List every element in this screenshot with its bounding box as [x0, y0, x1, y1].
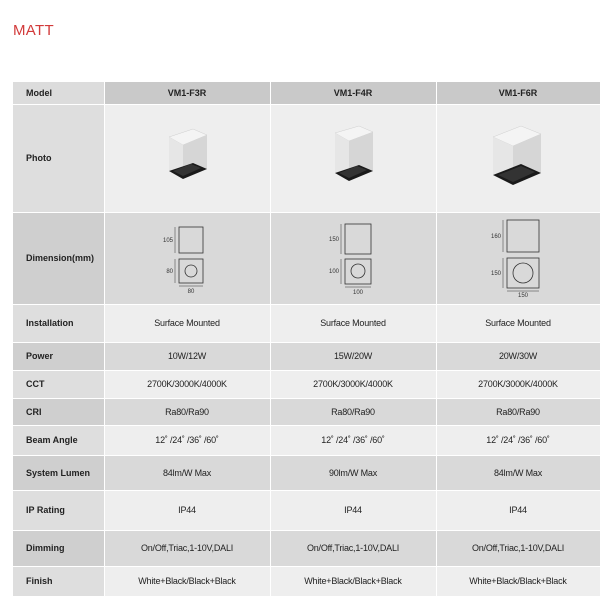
- label-finish: Finish: [13, 566, 104, 596]
- label-cct: CCT: [13, 370, 104, 398]
- power-3: [436, 342, 600, 370]
- dim-side-2: 100: [328, 269, 339, 275]
- row-system-lumen: [13, 455, 600, 490]
- section-heading: MATT: [13, 22, 54, 39]
- installation-value: Surface Mounted: [485, 318, 551, 328]
- label-cri: CRI: [13, 398, 104, 425]
- dimension-drawing-f3r: [152, 221, 222, 295]
- finish-value: White+Black/Black+Black: [469, 576, 567, 586]
- label-dimension: Dimension(mm): [13, 212, 104, 304]
- model-1: VM1-F3R: [104, 82, 270, 104]
- label-system-lumen: System Lumen: [13, 455, 104, 490]
- photo-2: [270, 104, 436, 212]
- dimension-drawing-f4r: [318, 221, 388, 295]
- dimming-3: [436, 530, 600, 566]
- cri-3: [436, 398, 600, 425]
- row-power: [13, 342, 600, 370]
- dimming-value: On/Off,Triac,1-10V,DALI: [306, 543, 400, 553]
- photo-3: [436, 104, 600, 212]
- installation-2: [270, 304, 436, 342]
- row-cri: [13, 398, 600, 425]
- finish-2: [270, 566, 436, 596]
- cct-value: 2700K/3000K/4000K: [147, 379, 227, 389]
- label-photo: Photo: [13, 104, 104, 212]
- dimension-drawing-f6r: [483, 218, 553, 298]
- finish-value: White+Black/Black+Black: [138, 576, 236, 586]
- lumen-1: [104, 455, 270, 490]
- row-photo: [13, 104, 600, 212]
- cct-2: [270, 370, 436, 398]
- cct-value: 2700K/3000K/4000K: [313, 379, 393, 389]
- dimension-3: [436, 212, 600, 304]
- row-dimming: [13, 530, 600, 566]
- beam-3: [436, 425, 600, 455]
- ip-3: [436, 490, 600, 530]
- dimming-2: [270, 530, 436, 566]
- power-1: [104, 342, 270, 370]
- dimming-value: On/Off,Triac,1-10V,DALI: [140, 543, 234, 553]
- beam-value: 12˚ /24˚ /36˚ /60˚: [155, 435, 219, 445]
- row-cct: [13, 370, 600, 398]
- lumen-3: [436, 455, 600, 490]
- power-value: 20W/30W: [498, 351, 538, 361]
- label-model: Model: [13, 82, 104, 104]
- row-dimension: [13, 212, 600, 304]
- model-2: VM1-F4R: [270, 82, 436, 104]
- ip-value: IP44: [509, 505, 527, 515]
- lumen-value: 90lm/W Max: [328, 467, 377, 478]
- row-installation: [13, 304, 600, 342]
- dim-height-3: 160: [490, 234, 501, 240]
- cct-value: 2700K/3000K/4000K: [478, 379, 558, 389]
- finish-1: [104, 566, 270, 596]
- dim-bottom-3: 150: [517, 293, 529, 298]
- model-3: VM1-F6R: [436, 82, 600, 104]
- power-value: 15W/20W: [333, 351, 373, 361]
- power-value: 10W/12W: [167, 351, 207, 361]
- label-dimming: Dimming: [13, 530, 104, 566]
- dim-bottom-1: 80: [187, 289, 195, 295]
- installation-value: Surface Mounted: [320, 318, 386, 328]
- label-beam-angle: Beam Angle: [13, 425, 104, 455]
- dimming-value: On/Off,Triac,1-10V,DALI: [471, 543, 565, 553]
- beam-value: 12˚ /24˚ /36˚ /60˚: [486, 435, 550, 445]
- product-photo-f4r: [323, 123, 383, 193]
- photo-1: [104, 104, 270, 212]
- row-finish: [13, 566, 600, 596]
- dim-height-1: 105: [162, 238, 173, 244]
- cri-value: Ra80/Ra90: [331, 406, 375, 417]
- row-beam-angle: [13, 425, 600, 455]
- row-model: [13, 82, 600, 104]
- beam-2: [270, 425, 436, 455]
- dim-side-1: 80: [166, 269, 173, 275]
- dimension-2: [270, 212, 436, 304]
- dimension-1: [104, 212, 270, 304]
- row-ip-rating: [13, 490, 600, 530]
- product-photo-f3r: [157, 123, 217, 193]
- finish-3: [436, 566, 600, 596]
- cri-value: Ra80/Ra90: [496, 406, 540, 417]
- dim-bottom-2: 100: [352, 290, 364, 295]
- spec-table: [13, 82, 600, 597]
- dim-height-2: 150: [328, 237, 339, 243]
- ip-2: [270, 490, 436, 530]
- installation-3: [436, 304, 600, 342]
- power-2: [270, 342, 436, 370]
- dim-side-3: 150: [490, 271, 501, 277]
- lumen-value: 84lm/W Max: [162, 467, 211, 478]
- product-photo-f6r: [483, 123, 553, 193]
- cri-value: Ra80/Ra90: [165, 406, 209, 417]
- finish-value: White+Black/Black+Black: [304, 576, 402, 586]
- ip-1: [104, 490, 270, 530]
- beam-1: [104, 425, 270, 455]
- cri-2: [270, 398, 436, 425]
- cct-3: [436, 370, 600, 398]
- ip-value: IP44: [178, 505, 196, 515]
- label-ip-rating: IP Rating: [13, 490, 104, 530]
- label-installation: Installation: [13, 304, 104, 342]
- installation-value: Surface Mounted: [154, 318, 220, 328]
- lumen-2: [270, 455, 436, 490]
- beam-value: 12˚ /24˚ /36˚ /60˚: [321, 435, 385, 445]
- lumen-value: 84lm/W Max: [493, 467, 542, 478]
- cri-1: [104, 398, 270, 425]
- ip-value: IP44: [344, 505, 362, 515]
- cct-1: [104, 370, 270, 398]
- label-power: Power: [13, 342, 104, 370]
- installation-1: [104, 304, 270, 342]
- dimming-1: [104, 530, 270, 566]
